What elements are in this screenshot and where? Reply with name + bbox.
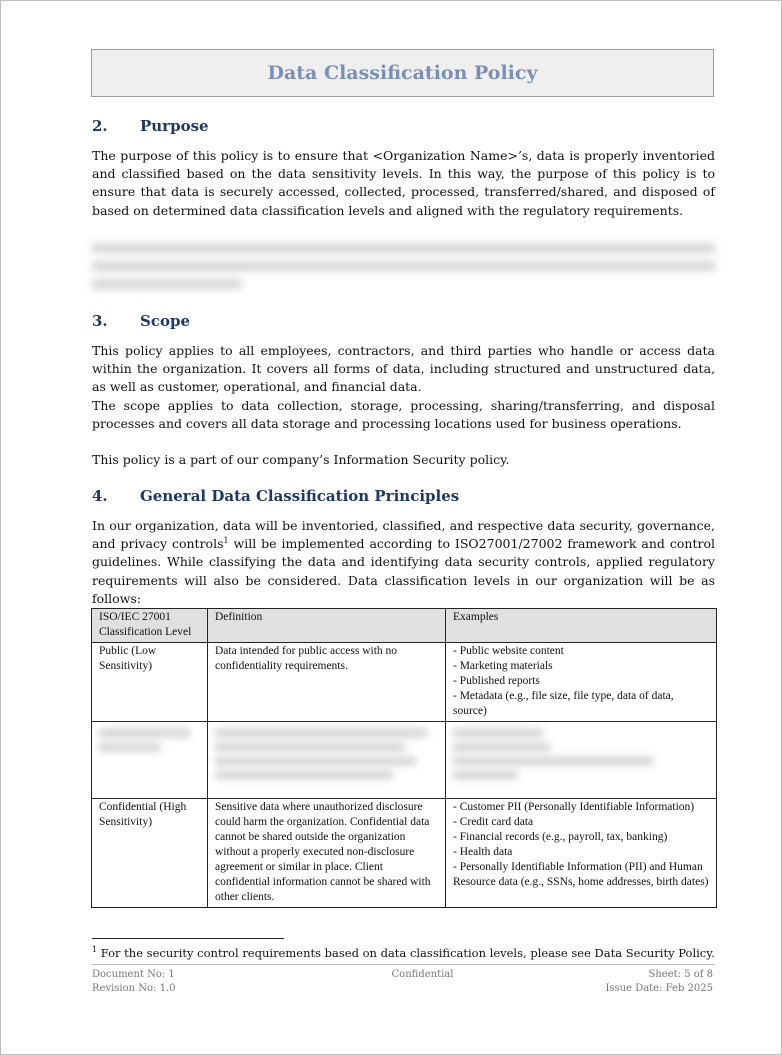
scope-text-3: This policy is a part of our company’s Information Security policy. bbox=[92, 452, 510, 468]
principles-number: 4. bbox=[92, 487, 108, 505]
example-item: - Financial records (e.g., payroll, tax, banking) bbox=[453, 831, 668, 843]
principles-text-before: In our organization, data will be inventoried, classified, and respective data security, governance, and privacy controls bbox=[92, 518, 715, 552]
footnote-text: For the security control requirements based on data classification levels, please see Data Security Policy. bbox=[97, 946, 715, 960]
purpose-paragraph bbox=[92, 147, 715, 220]
purpose-title: Purpose bbox=[140, 117, 209, 135]
row-level: Public (Low Sensitivity) bbox=[92, 643, 208, 722]
purpose-number: 2. bbox=[92, 117, 108, 135]
row-level: Confidential (High Sensitivity) bbox=[92, 799, 208, 908]
redacted-paragraph bbox=[92, 239, 715, 289]
purpose-text: The purpose of this policy is to ensure that <Organization Name>’s, data is properly inventoried and classified based on the data sensitivity levels. In this way, the purpose of this policy is to ensure that data is securely accessed, collected, processed, transferred/shared, and disposed of based on determined data classification levels and aligned with the regulatory requirements. bbox=[92, 148, 715, 218]
footer-right bbox=[605, 968, 713, 996]
redacted-table-row bbox=[92, 722, 717, 799]
redacted-cell bbox=[208, 722, 446, 799]
sheet-number: Sheet: 5 of 8 bbox=[648, 969, 713, 980]
redacted-cell bbox=[446, 722, 717, 799]
title-box bbox=[91, 49, 714, 97]
footer-classification: Confidential bbox=[391, 969, 454, 980]
principles-text-after: will be implemented according to ISO27001/27002 framework and control guidelines. While classifying the data and identifying data security controls, applied regulatory requirements will also be considered. Data classification levels in our organization will be as follows: bbox=[92, 536, 715, 606]
example-item: - Metadata (e.g., file size, file type, data of data, source) bbox=[453, 690, 674, 717]
table-row bbox=[92, 799, 717, 908]
footnote-marker: 1 bbox=[92, 945, 98, 955]
example-item: - Customer PII (Personally Identifiable Information) bbox=[453, 801, 695, 813]
row-definition: Data intended for public access with no confidentiality requirements. bbox=[208, 643, 446, 722]
header-level: ISO/IEC 27001 Classification Level bbox=[92, 609, 208, 643]
example-item: - Public website content bbox=[453, 645, 564, 657]
scope-paragraphs bbox=[92, 342, 715, 469]
scope-text-2: The scope applies to data collection, storage, processing, sharing/transferring, and disposal processes and covers all data storage and processing locations used for business operations. bbox=[92, 397, 715, 431]
footnote-reference[interactable]: 1 bbox=[223, 536, 229, 546]
footnote bbox=[92, 946, 715, 960]
table-header-row bbox=[92, 609, 717, 643]
footer-separator bbox=[92, 964, 715, 965]
redacted-cell bbox=[92, 722, 208, 799]
scope-title: Scope bbox=[140, 312, 191, 330]
row-definition: Sensitive data where unauthorized disclosure could harm the organization. Confidential data cannot be shared outside the organization without a properly executed non-disclosure agreement or similar in place. Client confidential information cannot be shared with other clients. bbox=[208, 799, 446, 908]
issue-date: Issue Date: Feb 2025 bbox=[605, 983, 713, 994]
header-definition: Definition bbox=[208, 609, 446, 643]
revision-number: Revision No: 1.0 bbox=[92, 983, 176, 994]
footnote-separator bbox=[92, 938, 284, 939]
table-row bbox=[92, 643, 717, 722]
example-item: - Marketing materials bbox=[453, 660, 553, 672]
header-examples: Examples bbox=[446, 609, 717, 643]
principles-title: General Data Classification Principles bbox=[140, 487, 460, 505]
row-examples bbox=[446, 643, 717, 722]
scope-heading bbox=[92, 312, 190, 330]
purpose-heading bbox=[92, 117, 209, 135]
scope-text-1: This policy applies to all employees, contractors, and third parties who handle or access data within the organization. It covers all forms of data, including structured and unstructured data, as well as customer, operational, and financial data. bbox=[92, 343, 715, 395]
row-examples bbox=[446, 799, 717, 908]
example-item: - Credit card data bbox=[453, 816, 534, 828]
document-number: Document No: 1 bbox=[92, 969, 175, 980]
example-item: - Published reports bbox=[453, 675, 540, 687]
example-item: - Personally Identifiable Information (PII) and Human Resource data (e.g., SSNs, home addresses, birth dates) bbox=[453, 861, 709, 888]
document-title: Data Classification Policy bbox=[267, 62, 538, 84]
classification-table bbox=[91, 608, 717, 908]
principles-heading bbox=[92, 487, 459, 505]
principles-paragraph bbox=[92, 517, 715, 608]
example-item: - Health data bbox=[453, 846, 513, 858]
scope-number: 3. bbox=[92, 312, 108, 330]
